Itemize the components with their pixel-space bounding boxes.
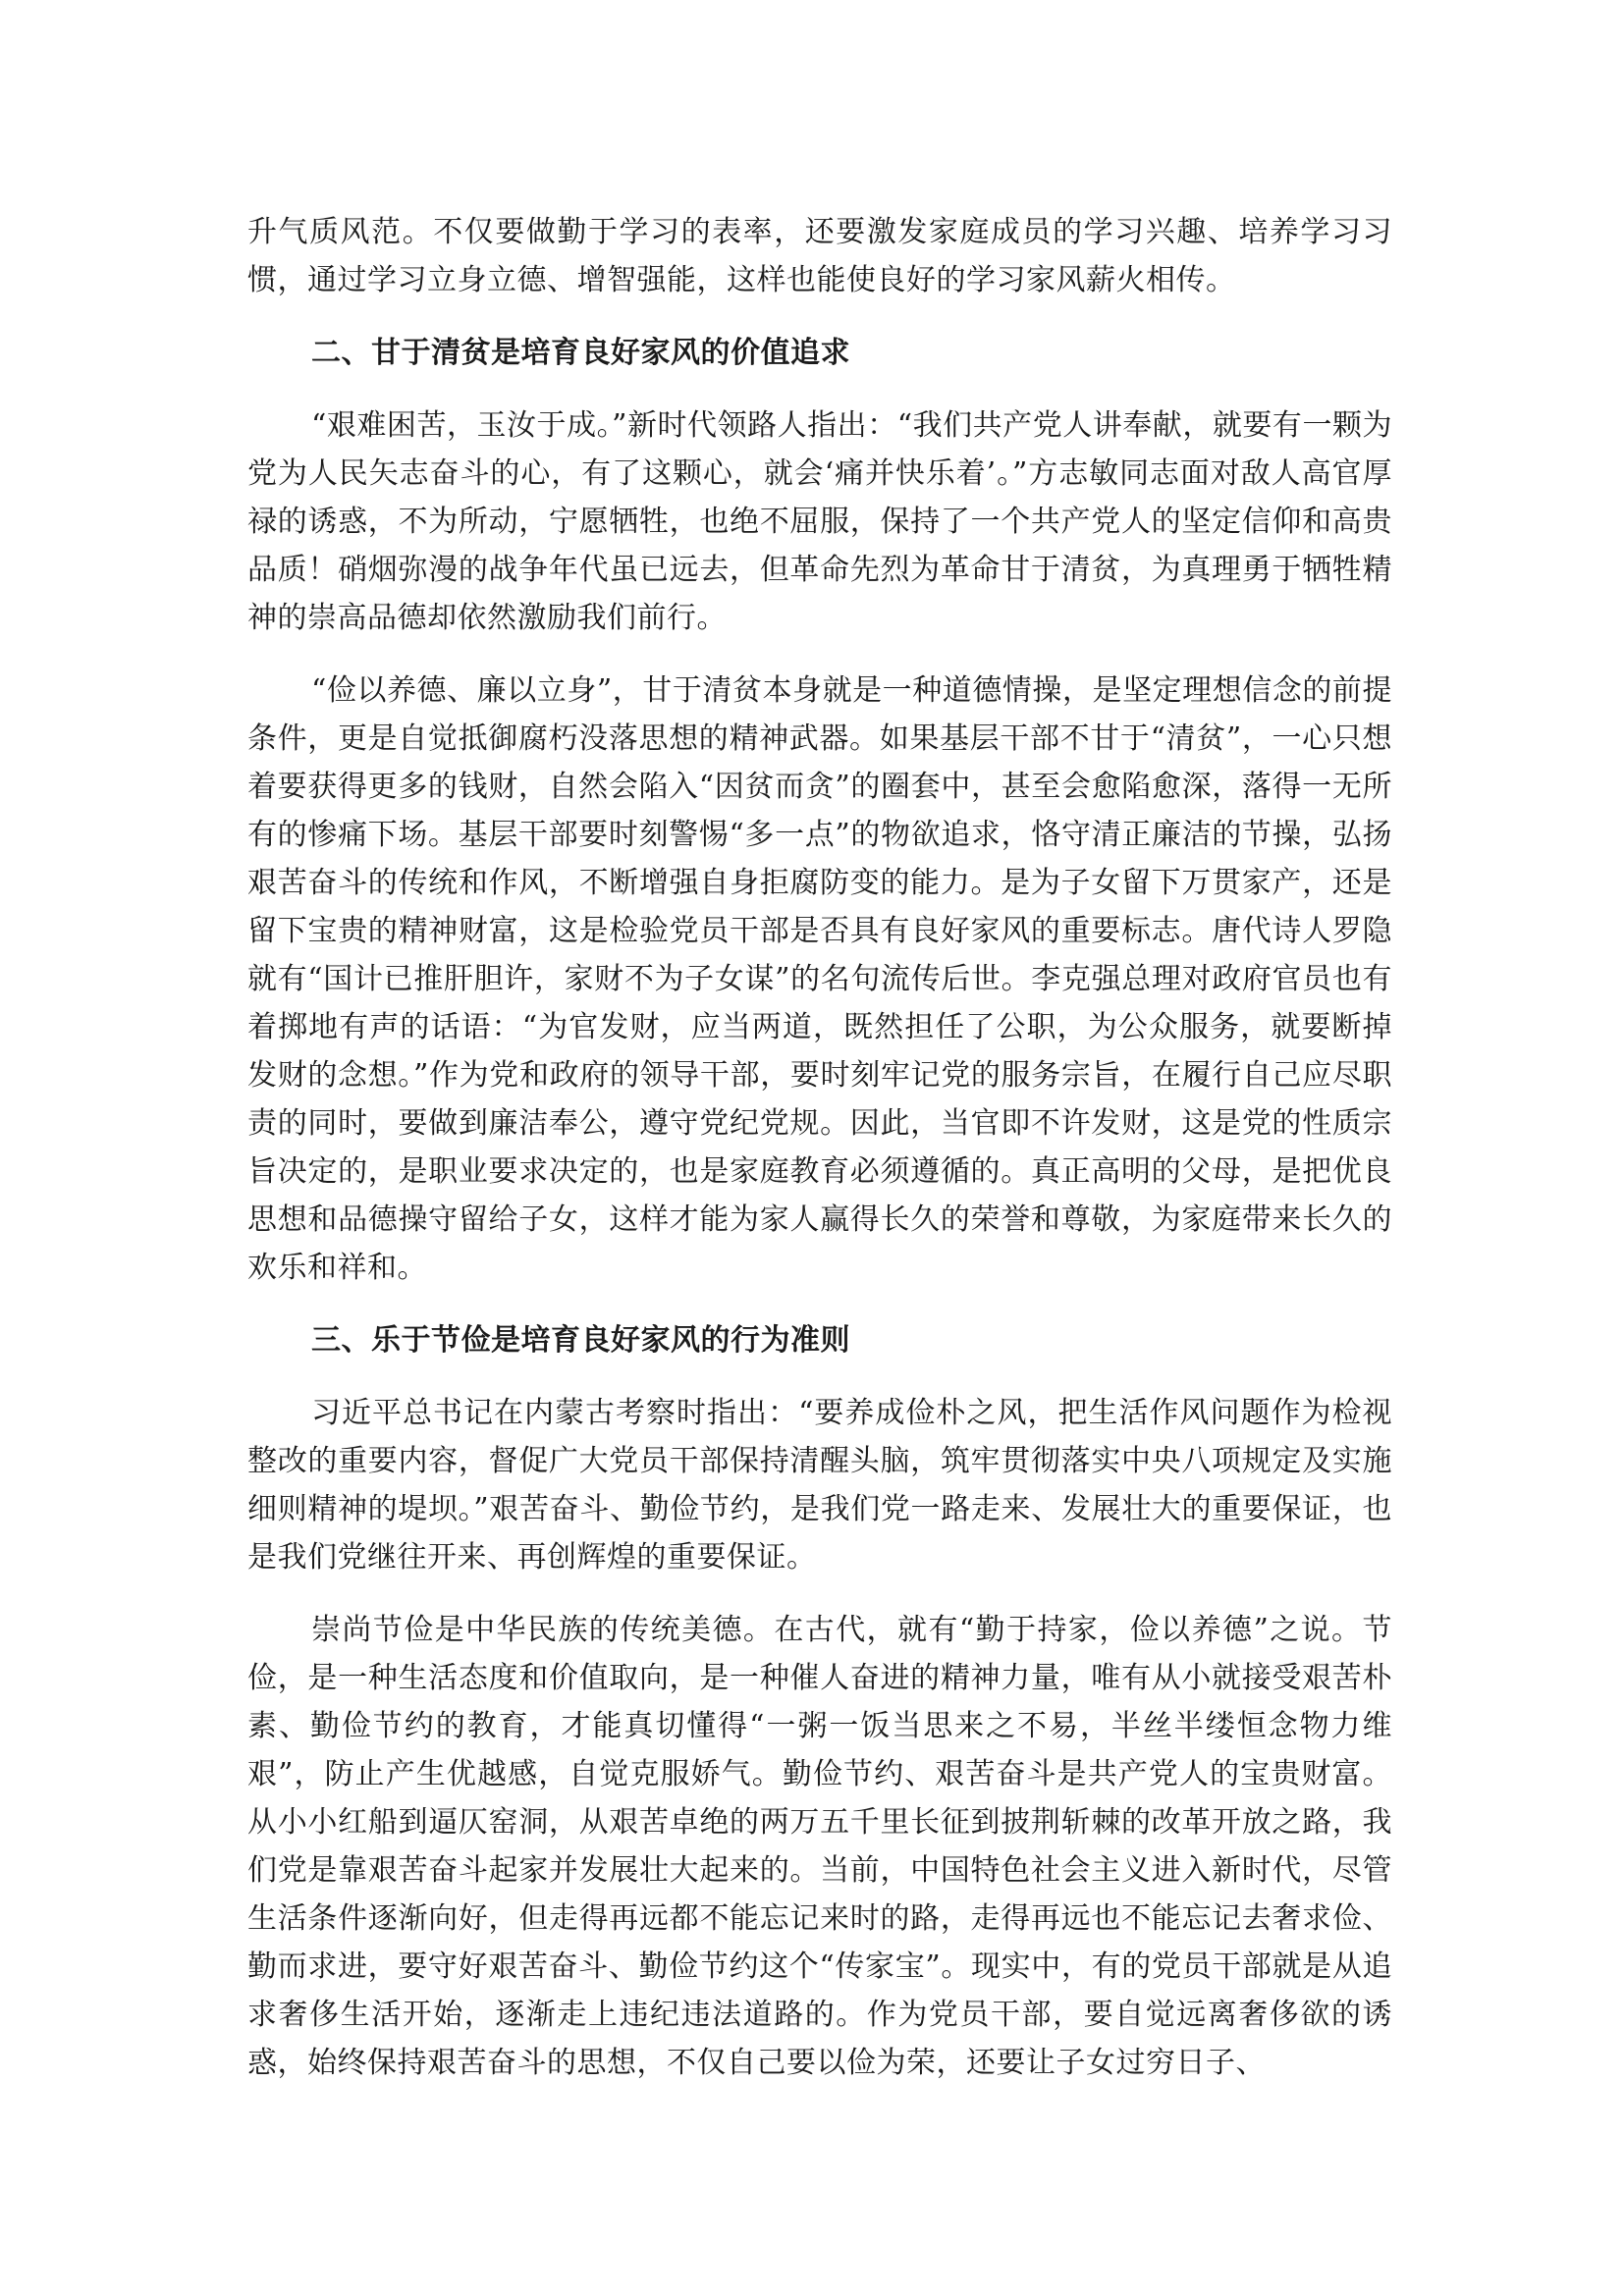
section2-paragraph-2: “俭以养德、廉以立身”，甘于清贫本身就是一种道德情操，是坚定理想信念的前提条件，更是自觉抵御腐朽没落思想的精神武器。如果基层干部不甘于“清贫”，一心只想着要获得更多的钱财，自然会陷入“因贫而贪”的圈套中，甚至会愈陷愈深，落得一无所有的惨痛下场。基层干部要时刻警惕“多一点”的物欲追求，恪守清正廉洁的节操，弘扬艰苦奋斗的传统和作风，不断增强自身拒腐防变的能力。是为子女留下万贯家产，还是留下宝贵的精神财富，这是检验党员干部是否具有良好家风的重要标志。唐代诗人罗隐就有“国计已推肝胆许，家财不为子女谋”的名句流传后世。李克强总理对政府官员也有着掷地有声的话语：“为官发财，应当两道，既然担任了公职，为公众服务，就要断掉发财的念想。”作为党和政府的领导干部，要时刻牢记党的服务宗旨，在履行自己应尽职责的同时，要做到廉洁奉公，遵守党纪党规。因此，当官即不许发财，这是党的性质宗旨决定的，是职业要求决定的，也是家庭教育必须遵循的。真正高明的父母，是把优良思想和品德操守留给子女，这样才能为家人赢得长久的荣誉和尊敬，为家庭带来长久的欢乐和祥和。: [247, 673, 1392, 1285]
section3-paragraph-1: 习近平总书记在内蒙古考察时指出：“要养成俭朴之风，把生活作风问题作为检视整改的重要内容，督促广大党员干部保持清醒头脑，筑牢贯彻落实中央八项规定及实施细则精神的堤坝。”艰苦奋斗、勤俭节约，是我们党一路走来、发展壮大的重要保证，也是我们党继往开来、再创辉煌的重要保证。: [247, 1396, 1392, 1575]
paragraph-continued: 升气质风范。不仅要做勤于学习的表率，还要激发家庭成员的学习兴趣、培养学习习惯，通过学习立身立德、增智强能，这样也能使良好的学习家风薪火相传。: [247, 215, 1392, 297]
section3-paragraph-2: 崇尚节俭是中华民族的传统美德。在古代，就有“勤于持家，俭以养德”之说。节俭，是一种生活态度和价值取向，是一种催人奋进的精神力量，唯有从小就接受艰苦朴素、勤俭节约的教育，才能真切懂得“一粥一饭当思来之不易，半丝半缕恒念物力维艰”，防止产生优越感，自觉克服娇气。勤俭节约、艰苦奋斗是共产党人的宝贵财富。从小小红船到逼仄窑洞，从艰苦卓绝的两万五千里长征到披荆斩棘的改革开放之路，我们党是靠艰苦奋斗起家并发展壮大起来的。当前，中国特色社会主义进入新时代，尽管生活条件逐渐向好，但走得再远都不能忘记来时的路，走得再远也不能忘记去奢求俭、勤而求进，要守好艰苦奋斗、勤俭节约这个“传家宝”。现实中，有的党员干部就是从追求奢侈生活开始，逐渐走上违纪违法道路的。作为党员干部，要自觉远离奢侈欲的诱惑，始终保持艰苦奋斗的思想，不仅自己要以俭为荣，还要让子女过穷日子、: [247, 1613, 1392, 2080]
section-heading-2: 二、甘于清贫是培育良好家风的价值追求: [311, 336, 850, 370]
section-heading-3: 三、乐于节俭是培育良好家风的行为准则: [311, 1323, 850, 1358]
document-body: [247, 208, 1392, 2111]
section2-paragraph-1: “艰难困苦，玉汝于成。”新时代领路人指出：“我们共产党人讲奉献，就要有一颗为党为人民矢志奋斗的心，有了这颗心，就会‘痛并快乐着’。”方志敏同志面对敌人高官厚禄的诱惑，不为所动，宁愿牺牲，也绝不屈服，保持了一个共产党人的坚定信仰和高贵品质！硝烟弥漫的战争年代虽已远去，但革命先烈为革命甘于清贫，为真理勇于牺牲精神的崇高品德却依然激励我们前行。: [247, 408, 1392, 635]
